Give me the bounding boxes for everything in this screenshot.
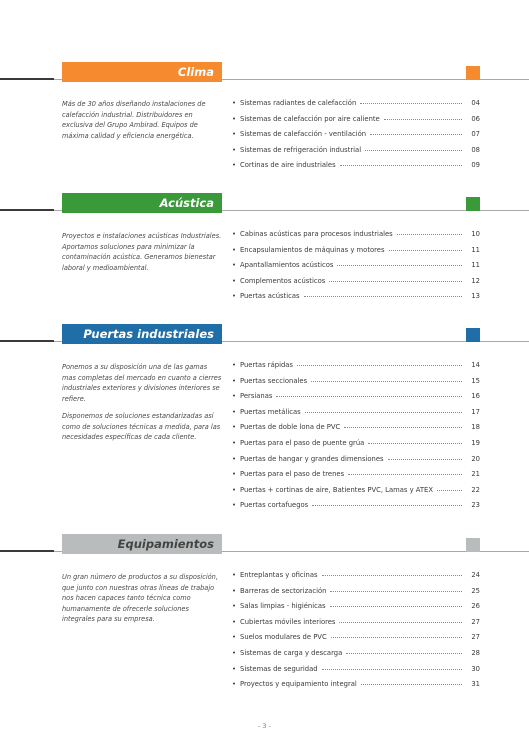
toc-entry-page: 16 (471, 392, 480, 401)
toc-entry-page: 04 (471, 99, 480, 107)
bullet-icon: • (232, 648, 237, 657)
toc-entry[interactable] (232, 392, 480, 408)
bullet-icon: • (232, 680, 237, 689)
dot-leader (305, 412, 462, 413)
dot-leader (330, 606, 462, 607)
toc-entry-label: Encapsulamientos de máquinas y motores (240, 245, 385, 254)
toc-entry[interactable] (232, 361, 480, 377)
section-rule-accent (0, 209, 54, 211)
section-color-square (466, 538, 480, 552)
dot-leader (311, 381, 462, 382)
toc-entry-label: Entreplantas y oficinas (240, 571, 318, 579)
toc-entry[interactable] (232, 618, 480, 634)
bullet-icon: • (232, 230, 237, 238)
dot-leader (348, 474, 462, 475)
toc-list (232, 571, 480, 696)
bullet-icon: • (232, 485, 237, 494)
dot-leader (329, 281, 462, 282)
dot-leader (297, 365, 462, 366)
toc-entry-page: 18 (471, 423, 480, 432)
toc-entry-label: Puertas + cortinas de aire, Batientes PVC, Lamas y ATEX (240, 485, 434, 494)
toc-entry[interactable] (232, 571, 480, 587)
dot-leader (339, 622, 462, 623)
section-description (62, 99, 222, 148)
toc-entry[interactable] (232, 161, 480, 177)
section-rule-accent (0, 78, 54, 80)
toc-entry-page: 26 (471, 602, 480, 611)
description-paragraph: Un gran número de productos a su disposición, que junto con nuestras otras líneas de trabajo nos hacen capaces tanto técnica como humanamente de ofrecerle soluciones integrales para su empresa. (62, 573, 218, 623)
bullet-icon: • (232, 376, 237, 385)
dot-leader (312, 505, 462, 506)
toc-entry[interactable] (232, 408, 480, 424)
bullet-icon: • (232, 664, 237, 673)
bullet-icon: • (232, 602, 237, 611)
bullet-icon: • (232, 392, 237, 401)
toc-entry[interactable] (232, 130, 480, 146)
toc-entry-page: 13 (471, 292, 480, 301)
bullet-icon: • (232, 276, 237, 285)
toc-entry-page: 07 (471, 130, 480, 139)
toc-entry-page: 19 (471, 438, 480, 447)
toc-entry-page: 28 (471, 648, 480, 657)
dot-leader (304, 296, 462, 297)
bullet-icon: • (232, 114, 237, 123)
toc-entry-page: 24 (471, 571, 480, 579)
toc-entry-label: Barreras de sectorización (240, 586, 327, 595)
toc-entry-page: 21 (471, 470, 480, 479)
bullet-icon: • (232, 292, 237, 301)
section-title: Clima (62, 62, 222, 82)
toc-entry-label: Sistemas de refrigeración industrial (240, 145, 362, 154)
toc-entry[interactable] (232, 246, 480, 262)
section-description (62, 231, 222, 280)
dot-leader (330, 591, 462, 592)
toc-entry[interactable] (232, 649, 480, 665)
section-description (62, 362, 222, 450)
toc-entry-page: 23 (471, 501, 480, 510)
toc-entry-page: 27 (471, 633, 480, 642)
section-title: Puertas industriales (62, 324, 222, 344)
section-rule-accent (0, 550, 54, 552)
dot-leader (276, 396, 462, 397)
section-rule-accent (0, 340, 54, 342)
bullet-icon: • (232, 470, 237, 479)
toc-entry-page: 09 (471, 161, 480, 170)
toc-entry-page: 11 (471, 245, 480, 254)
bullet-icon: • (232, 161, 237, 170)
section-title: Acústica (62, 193, 222, 213)
dot-leader (397, 234, 462, 235)
description-paragraph: Proyectos e instalaciones acústicas Industriales. Aportamos soluciones para minimizar la contaminación acústica. Generamos bienestar laboral y medioambiental. (62, 232, 222, 272)
dot-leader (340, 165, 462, 166)
dot-leader (437, 490, 462, 491)
bullet-icon: • (232, 571, 237, 579)
toc-entry-label: Apantallamientos acústicos (240, 261, 334, 270)
dot-leader (389, 250, 462, 251)
toc-entry[interactable] (232, 146, 480, 162)
toc-entry[interactable] (232, 665, 480, 681)
toc-entry[interactable] (232, 292, 480, 308)
dot-leader (384, 119, 462, 120)
toc-entry-page: 11 (471, 261, 480, 270)
description-paragraph: Disponemos de soluciones estandarizadas así como de soluciones técnicas a medida, para las necesidades específicas de cada cliente. (62, 412, 221, 441)
section-color-square (466, 328, 480, 342)
dot-leader (337, 265, 462, 266)
toc-entry-page: 06 (471, 114, 480, 123)
bullet-icon: • (232, 501, 237, 510)
dot-leader (346, 653, 462, 654)
dot-leader (365, 150, 462, 151)
dot-leader (344, 427, 462, 428)
bullet-icon: • (232, 130, 237, 139)
toc-entry-page: 27 (471, 617, 480, 626)
toc-list (232, 230, 480, 308)
toc-entry-label: Puertas de hangar y grandes dimensiones (240, 454, 384, 463)
toc-entry[interactable] (232, 261, 480, 277)
dot-leader (360, 103, 462, 104)
toc-entry[interactable] (232, 470, 480, 486)
toc-entry-label: Sistemas de calefacción por aire caliente (240, 114, 380, 123)
page-number: - 3 - (258, 722, 271, 730)
toc-entry-label: Cortinas de aire industriales (240, 161, 336, 170)
bullet-icon: • (232, 245, 237, 254)
bullet-icon: • (232, 99, 237, 107)
toc-entry-label: Puertas seccionales (240, 376, 308, 385)
toc-list (232, 99, 480, 177)
toc-entry[interactable] (232, 501, 480, 517)
toc-entry-label: Puertas acústicas (240, 292, 300, 301)
toc-entry-page: 12 (471, 276, 480, 285)
toc-entry[interactable] (232, 455, 480, 471)
toc-entry-label: Puertas para el paso de puente grúa (240, 438, 365, 447)
description-paragraph: Ponemos a su disposición una de las gamas mas completas del mercado en cuanto a cierres industriales exteriores y divisiones interiores se refiere. (62, 363, 222, 403)
toc-entry-label: Puertas de doble lona de PVC (240, 423, 341, 432)
toc-entry-label: Suelos modulares de PVC (240, 633, 327, 642)
bullet-icon: • (232, 261, 237, 270)
dot-leader (368, 443, 462, 444)
toc-entry-label: Sistemas radiantes de calefacción (240, 99, 357, 107)
toc-entry[interactable] (232, 486, 480, 502)
dot-leader (322, 669, 462, 670)
bullet-icon: • (232, 586, 237, 595)
toc-entry[interactable] (232, 115, 480, 131)
toc-entry-label: Cubiertas móviles interiores (240, 617, 336, 626)
toc-entry[interactable] (232, 230, 480, 246)
toc-entry-label: Sistemas de carga y descarga (240, 648, 343, 657)
toc-entry[interactable] (232, 439, 480, 455)
bullet-icon: • (232, 423, 237, 432)
toc-entry[interactable] (232, 377, 480, 393)
toc-entry[interactable] (232, 633, 480, 649)
toc-entry[interactable] (232, 602, 480, 618)
bullet-icon: • (232, 407, 237, 416)
toc-entry[interactable] (232, 99, 480, 115)
section-color-square (466, 197, 480, 211)
bullet-icon: • (232, 454, 237, 463)
toc-entry-label: Sistemas de seguridad (240, 664, 318, 673)
toc-entry-page: 31 (471, 680, 480, 689)
toc-entry-label: Puertas para el paso de trenes (240, 470, 345, 479)
toc-entry[interactable] (232, 423, 480, 439)
bullet-icon: • (232, 633, 237, 642)
toc-entry-label: Puertas rápidas (240, 361, 293, 369)
section-color-square (466, 66, 480, 80)
toc-entry-page: 14 (471, 361, 480, 369)
toc-entry-label: Persianas (240, 392, 273, 401)
toc-entry-label: Complementos acústicos (240, 276, 326, 285)
dot-leader (331, 637, 462, 638)
bullet-icon: • (232, 361, 237, 369)
section-description (62, 572, 222, 632)
toc-entry-page: 20 (471, 454, 480, 463)
toc-entry-label: Puertas metálicas (240, 407, 301, 416)
toc-entry-label: Proyectos y equipamiento integral (240, 680, 357, 689)
toc-entry[interactable] (232, 680, 480, 696)
toc-entry[interactable] (232, 587, 480, 603)
toc-entry[interactable] (232, 277, 480, 293)
toc-entry-page: 25 (471, 586, 480, 595)
toc-entry-label: Sistemas de calefacción - ventilación (240, 130, 367, 139)
toc-entry-label: Salas limpias - higiénicas (240, 602, 326, 611)
bullet-icon: • (232, 617, 237, 626)
toc-entry-page: 17 (471, 407, 480, 416)
description-paragraph: Más de 30 años diseñando instalaciones de calefacción industrial. Distribuidores en exclusiva del Grupo Ambirad. Equipos de máxima calidad y eficiencia energética. (62, 100, 206, 140)
toc-entry-page: 22 (471, 485, 480, 494)
bullet-icon: • (232, 438, 237, 447)
toc-entry-page: 30 (471, 664, 480, 673)
bullet-icon: • (232, 145, 237, 154)
dot-leader (370, 134, 462, 135)
toc-entry-label: Cabinas acústicas para procesos industriales (240, 230, 393, 238)
toc-list (232, 361, 480, 517)
dot-leader (322, 575, 462, 576)
toc-entry-page: 08 (471, 145, 480, 154)
section-title: Equipamientos (62, 534, 222, 554)
dot-leader (388, 459, 462, 460)
dot-leader (361, 684, 462, 685)
toc-entry-page: 15 (471, 376, 480, 385)
toc-entry-page: 10 (471, 230, 480, 238)
toc-entry-label: Puertas cortafuegos (240, 501, 309, 510)
